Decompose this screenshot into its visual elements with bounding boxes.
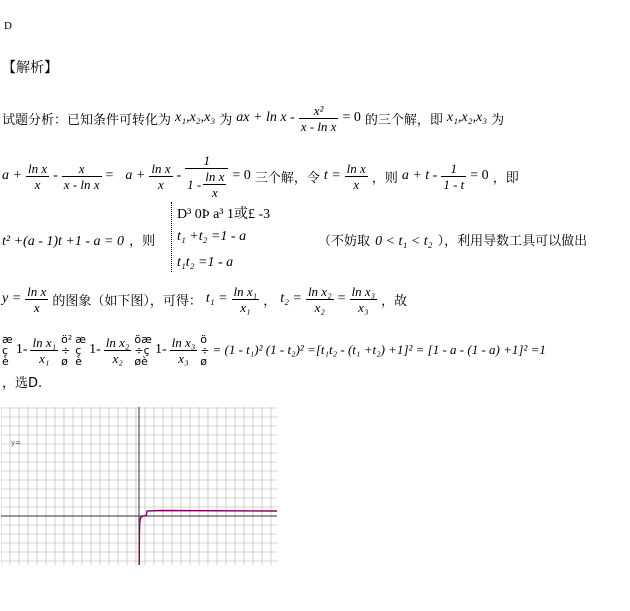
fraction-x2-over-x-lnx (299, 103, 339, 134)
fraction-p3 (170, 335, 198, 366)
analysis-line-3 (2, 230, 155, 250)
paren-glyphs-close-2: öæ ÷ç øè (134, 332, 152, 368)
system-line-3: t₁t₂ =1 - a (177, 255, 234, 270)
text-three-solutions: 三个解，令 (254, 170, 320, 186)
fraction-num: 1 (441, 161, 466, 177)
text-graph-ref: 的图象（如下图），可得： (52, 293, 202, 309)
fraction-num: ln x (346, 160, 366, 176)
fraction-y-def (25, 284, 48, 315)
fraction-num: ln x₂ (105, 334, 130, 350)
fraction-t2 (306, 284, 334, 315)
a-plus: a + (2, 168, 22, 183)
fraction-den: x₁ (240, 299, 251, 315)
fraction-1-over-1-t (441, 161, 466, 192)
analysis-line-4 (2, 277, 407, 321)
fraction-num: ln x (205, 168, 225, 184)
eq-left: ax + ln x - (236, 110, 295, 125)
minus-sign: - (53, 168, 58, 183)
fraction-num: ln x₃ (351, 283, 376, 299)
system-brace (171, 202, 174, 272)
system-line-2: t₁ +t₂ =1 - a (177, 229, 247, 244)
axis-label: y= (11, 439, 22, 447)
text-therefore: ，故 (381, 293, 408, 309)
equals-sign: = (337, 291, 346, 306)
fraction-num: ln x₁ (233, 283, 258, 299)
fraction-lnx-over-x-2 (149, 161, 172, 192)
minus-sign-2: - (176, 168, 182, 183)
fraction-p1 (30, 335, 58, 366)
paren-glyphs-open-1: æ ç è (2, 332, 13, 368)
vars-x123: x₁,x₂,x₃ (175, 110, 216, 125)
text-tail: 的三个解，即 (364, 112, 443, 128)
analysis-line-6: ，选D. (2, 376, 43, 391)
t2-equals: t₂ = (280, 291, 302, 306)
text-note-end: ），利用导数工具可以做出 (437, 234, 588, 249)
analysis-line-5 (2, 328, 546, 372)
fraction-num: x (62, 161, 102, 177)
text-then-2: ，则 (129, 234, 156, 249)
fraction-den: x₂ (112, 350, 123, 366)
fraction-num: x² (299, 103, 339, 119)
y-equals: y = (2, 291, 22, 306)
eq-a-t: a + t - (401, 168, 438, 183)
one-minus-2: 1- (89, 342, 101, 357)
fraction-den: x (158, 176, 164, 192)
equals-zero-2: = 0 (470, 168, 489, 183)
product-rhs: = (1 - t₁)² (1 - t₂)² =[t₁t₂ - (t₁ +t₂) +1]² = [1 - a - (1 - a) +1]² =1 (212, 342, 546, 357)
fraction-den: x₁ (39, 350, 50, 366)
fraction-num: ln x₂ (307, 283, 332, 299)
section-heading: 【解析】 (2, 60, 58, 76)
paren-glyphs-close-1: ö² ÷ ø (61, 332, 73, 368)
fraction-den: x (33, 299, 40, 315)
comma: ， (263, 293, 277, 309)
fraction-num: ln x₃ (171, 334, 196, 350)
nested-fraction (203, 169, 226, 200)
system-line-1: D³ 0Þ a³ 1或£ -3 (177, 207, 271, 222)
text-ji: ，即 (492, 170, 519, 186)
analysis-line-3-note (318, 230, 587, 250)
fraction-den: 1 - t (443, 176, 465, 192)
text-note: （不妨取 (318, 234, 371, 249)
fraction-1-over-1-minus-lnx-x (185, 153, 228, 200)
fraction-den (185, 169, 228, 200)
fraction-num: ln x (27, 283, 47, 299)
vars-x123-2: x₁,x₂,x₃ (446, 110, 488, 125)
a-plus-2: a + (125, 168, 146, 183)
fraction-den: x (211, 184, 218, 200)
paren-glyphs-open-2: æ ç è (75, 332, 87, 368)
paren-glyphs-close-3: ö ÷ ø (200, 332, 210, 368)
inequality: 0 < t₁ < t₂ (375, 234, 433, 249)
one-minus-3: 1- (154, 342, 167, 357)
quadratic-equation: t² +(a - 1)t +1 - a = 0 (2, 234, 124, 249)
fraction-den: x (353, 176, 360, 192)
analysis-line-2 (2, 150, 519, 202)
fraction-t-def (345, 161, 368, 192)
den-lead: 1 - (187, 176, 202, 192)
fraction-num: 1 (185, 153, 228, 169)
function-graph (1, 407, 277, 565)
fraction-den: x - ln x (63, 176, 100, 192)
text-wei: 为 (219, 112, 233, 128)
fraction-den: x - ln x (300, 118, 337, 134)
fraction-num: ln x (27, 160, 48, 176)
equals-zero: = 0 (232, 168, 251, 183)
fraction-den: x₃ (178, 350, 189, 366)
fraction-num: ln x₁ (32, 334, 57, 350)
equals-sign: = (105, 168, 114, 183)
text-then: ，则 (371, 170, 398, 186)
t-equals: t = (323, 168, 341, 183)
analysis-line-1 (2, 98, 504, 138)
fraction-t1 (232, 284, 260, 315)
fraction-den: x (34, 176, 41, 192)
text-end: 为 (491, 112, 505, 128)
fraction-num: ln x (151, 160, 171, 176)
one-minus-1: 1- (15, 342, 28, 357)
fraction-p2 (104, 335, 132, 366)
fraction-den: x₃ (358, 299, 369, 315)
eq-right: = 0 (342, 110, 361, 125)
fraction-t3 (350, 284, 378, 315)
text-lead: 试题分析：已知条件可转化为 (2, 112, 172, 128)
fraction-x-over-x-lnx (62, 161, 102, 192)
t1-equals: t₁ = (205, 291, 228, 306)
fraction-lnx-over-x (26, 161, 49, 192)
fraction-den: x₂ (314, 299, 325, 315)
answer-letter: D (4, 20, 12, 32)
